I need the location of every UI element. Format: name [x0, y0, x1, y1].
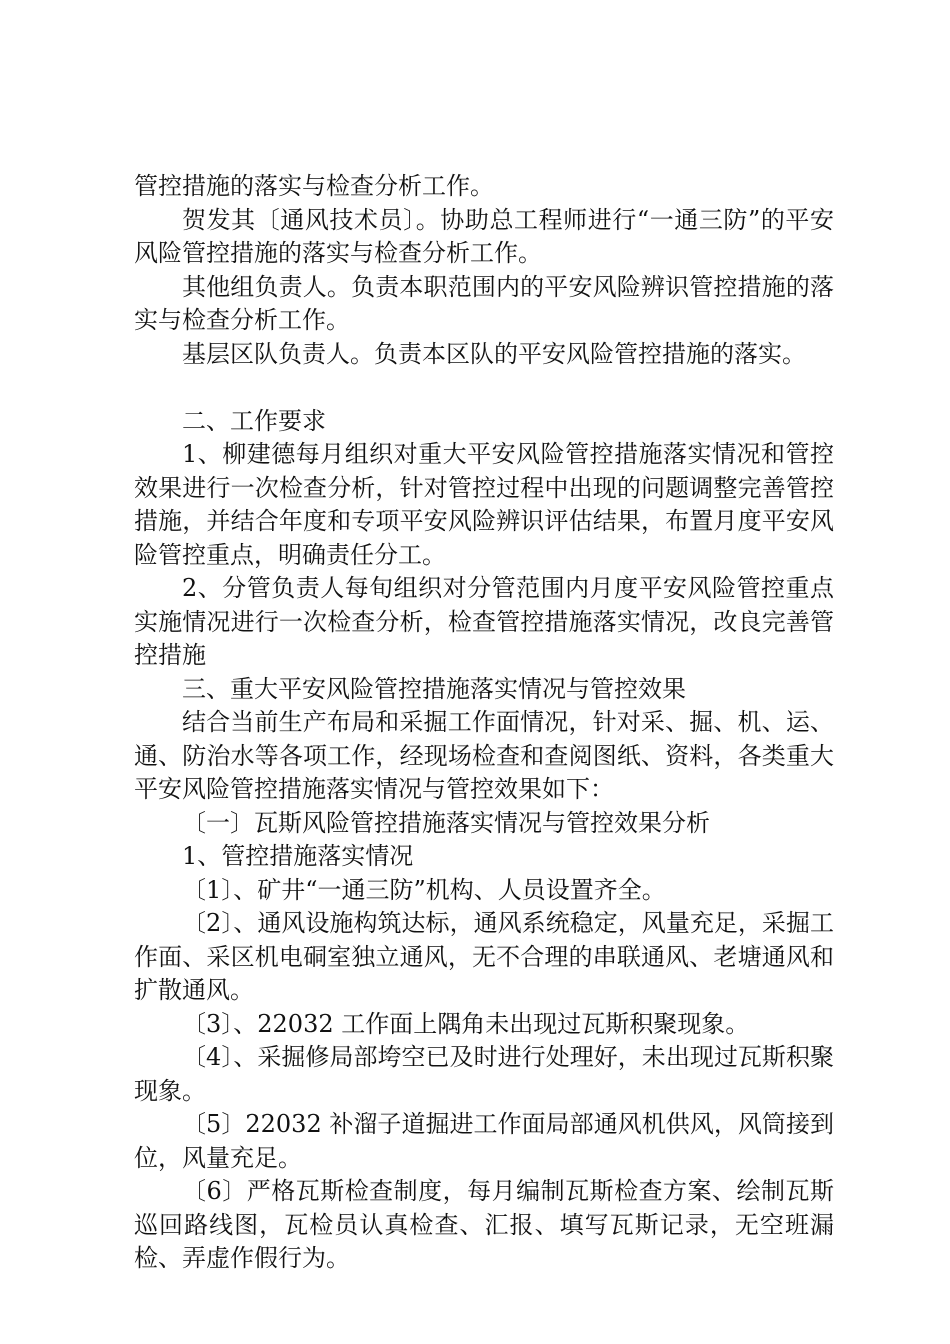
paragraph-0: 管控措施的落实与检查分析工作。	[134, 172, 494, 200]
paragraph-2: 其他组负责人。负责本职范围内的平安风险辨识管控措施的落实与检查分析工作。	[134, 272, 834, 334]
section-heading-2: 二、工作要求	[182, 406, 326, 435]
subsection-heading-1-1: 1、管控措施落实情况	[182, 842, 414, 870]
list-item-5: 〔5〕22032 补溜子道掘进工作面局部通风机供风，风筒接到位，风量充足。	[134, 1110, 834, 1172]
list-item-1: 〔1〕、矿井“一通三防”机构、人员设置齐全。	[182, 875, 666, 904]
list-item-4: 〔4〕、采掘修局部垮空已及时进行处理好，未出现过瓦斯积聚现象。	[134, 1043, 834, 1105]
paragraph-3: 基层区队负责人。负责本区队的平安风险管控措施的落实。	[182, 339, 806, 368]
document-body	[134, 170, 834, 1276]
list-item-6: 〔6〕严格瓦斯检查制度，每月编制瓦斯检查方案、绘制瓦斯巡回路线图，瓦检员认真检查、汇报、填写瓦斯记录，无空班漏检、弄虚作假行为。	[134, 1177, 834, 1272]
paragraph-1: 贺发其〔通风技术员〕。协助总工程师进行“一通三防”的平安风险管控措施的落实与检查分析工作。	[134, 205, 834, 267]
paragraph-6: 2、分管负责人每旬组织对分管范围内月度平安风险管控重点实施情况进行一次检查分析，检查管控措施落实情况，改良完善管控措施	[134, 574, 834, 669]
list-item-2: 〔2〕、通风设施构筑达标，通风系统稳定，风量充足，采掘工作面、采区机电硐室独立通风，无不合理的串联通风、老塘通风和扩散通风。	[134, 909, 834, 1004]
subsection-heading-1: 〔一〕瓦斯风险管控措施落实情况与管控效果分析	[182, 808, 710, 837]
blank-line	[134, 371, 834, 405]
list-item-3: 〔3〕、22032 工作面上隅角未出现过瓦斯积聚现象。	[182, 1009, 750, 1038]
paragraph-8: 结合当前生产布局和采掘工作面情况，针对采、掘、机、运、通、防治水等各项工作，经现场检查和查阅图纸、资料，各类重大平安风险管控措施落实情况与管控效果如下：	[134, 708, 834, 803]
paragraph-5: 1、柳建德每月组织对重大平安风险管控措施落实情况和管控效果进行一次检查分析，针对管控过程中出现的问题调整完善管控措施，并结合年度和专项平安风险辨识评估结果，布置月度平安风险管控重点，明确责任分工。	[134, 440, 834, 569]
section-heading-3: 三、重大平安风险管控措施落实情况与管控效果	[182, 674, 686, 703]
